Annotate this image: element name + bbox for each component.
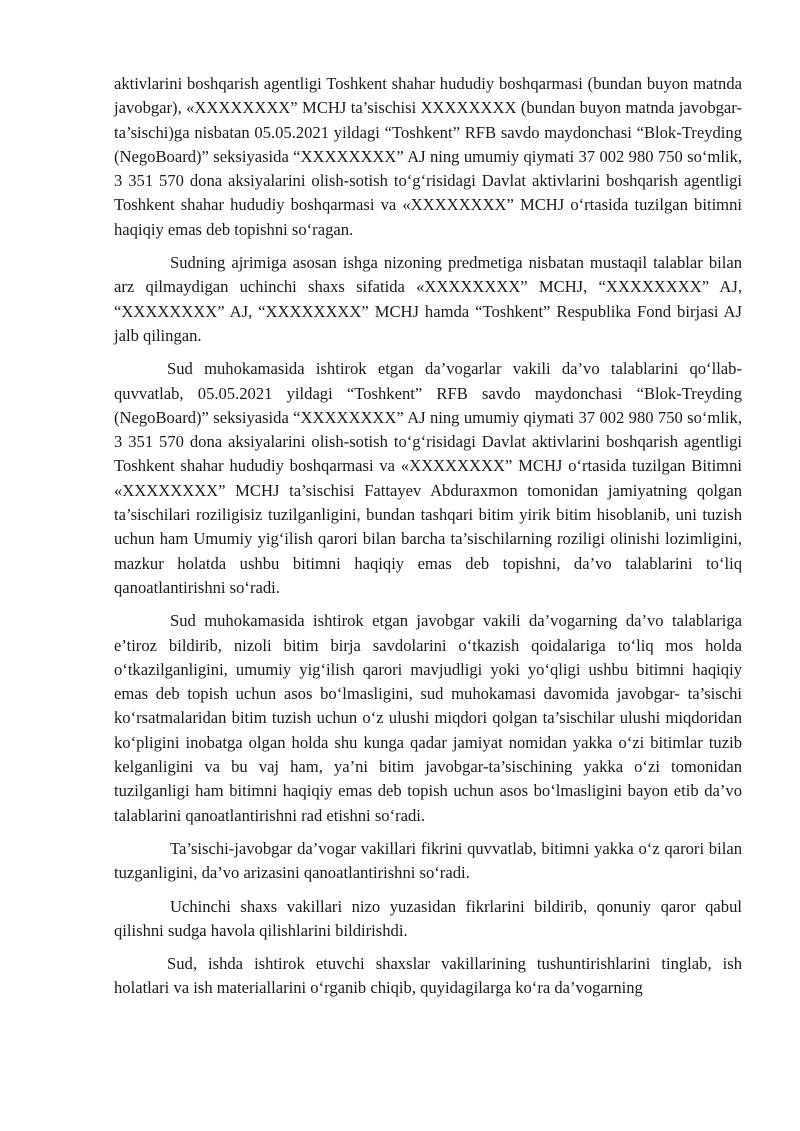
paragraph-3: Sud muhokamasida ishtirok etgan da’vogarlar vakili da’vo talablarini qo‘llab-quvvatlab, 05.05.2021 yildagi “Toshkent” RFB savdo maydonchasi “Blok-Treyding (NegoBoard)” seksiyasida “XXXXXXXX” AJ ning umumiy qiymati 37 002 980 750 so‘mlik, 3 351 570 dona aksiyalarini olish-sotish to‘g‘risidagi Davlat aktivlarini boshqarish agentligi Toshkent shahar hududiy boshqarmasi va «XXXXXXXX” MCHJ o‘rtasida tuzilgan Bitimni «XXXXXXXX” MCHJ ta’sischisi Fattayev Abduraxmon tomonidan jamiyatning qolgan ta’sischilari roziligisiz tuzilganligini, bundan tashqari bitim yirik bitim hisoblanib, uni tuzish uchun ham Umumiy yig‘ilish qarori bilan barcha ta’sischilarning roziligi olinishi lozimligini, mazkur holatda ushbu bitimni haqiqiy emas deb topishni, da’vo talablarini to‘liq qanoatlantirishni so‘radi. bbox=[114, 359, 742, 597]
paragraph-7: Sud, ishda ishtirok etuvchi shaxslar vakillarining tushuntirishlarini tinglab, ish holatlari va ish materiallarini o‘rganib chiqib, quyidagilarga ko‘ra da’vogarning bbox=[114, 954, 742, 998]
paragraph-4: Sud muhokamasida ishtirok etgan javobgar vakili da’vogarning da’vo talablariga e’tiroz bildirib, nizoli bitim birja savdolarini o‘tkazish qoidalariga to‘liq mos holda o‘tkazilganligini, umumiy yig‘ilish qarori mavjudligi yoki yo‘qligi ushbu bitimni haqiqiy emas deb topish uchun asos bo‘lmasligini, sud muhokamasi davomida javobgar- ta’sischi ko‘rsatmalaridan bitim tuzish uchun o‘z ulushi miqdori qolgan ta’sischilar ulushi miqdoridan ko‘pligini inobatga olgan holda shu kunga qadar jamiyat nomidan yakka o‘zi bitimlar tuzib kelganligini va bu vaj ham, ya’ni bitim javobgar-ta’sischining yakka o‘zi tomonidan tuzilganligi ham bitimni haqiqiy emas deb topish uchun asos bo‘lmasligini bayon etib da’vo talablarini qanoatlantirishni rad etishni so‘radi. bbox=[114, 611, 742, 825]
paragraph-6: Uchinchi shaxs vakillari nizo yuzasidan fikrlarini bildirib, qonuniy qaror qabul qilishni sudga havola qilishlarini bildirishdi. bbox=[114, 896, 742, 940]
paragraph-2: Sudning ajrimiga asosan ishga nizoning predmetiga nisbatan mustaqil talablar bilan arz qilmaydigan uchinchi shaxs sifatida «XXXXXXXX” MCHJ, “XXXXXXXX” AJ, “XXXXXXXX” AJ, “XXXXXXXX” MCHJ hamda “Toshkent” Respublika Fond birjasi AJ jalb qilingan. bbox=[114, 253, 742, 345]
paragraph-1: aktivlarini boshqarish agentligi Toshkent shahar hududiy boshqarmasi (bundan buyon matnda javobgar), «XXXXXXXX” MCHJ ta’sischisi XXXXXXXX (bundan buyon matnda javobgar-ta’sischi)ga nisbatan 05.05.2021 yildagi “Toshkent” RFB savdo maydonchasi “Blok-Treyding (NegoBoard)” seksiyasida “XXXXXXXX” AJ ning umumiy qiymati 37 002 980 750 so‘mlik, 3 351 570 dona aksiyalarini olish-sotish to‘g‘risidagi Davlat aktivlarini boshqarish agentligi Toshkent shahar hududiy boshqarmasi va «XXXXXXXX” MCHJ o‘rtasida tuzilgan bitimni haqiqiy emas deb topishni so‘ragan. bbox=[114, 74, 742, 239]
paragraph-5: Ta’sischi-javobgar da’vogar vakillari fikrini quvvatlab, bitimni yakka o‘z qarori bilan tuzganligini, da’vo arizasini qanoatlantirishni so‘radi. bbox=[114, 838, 742, 883]
document-page bbox=[114, 72, 742, 1010]
